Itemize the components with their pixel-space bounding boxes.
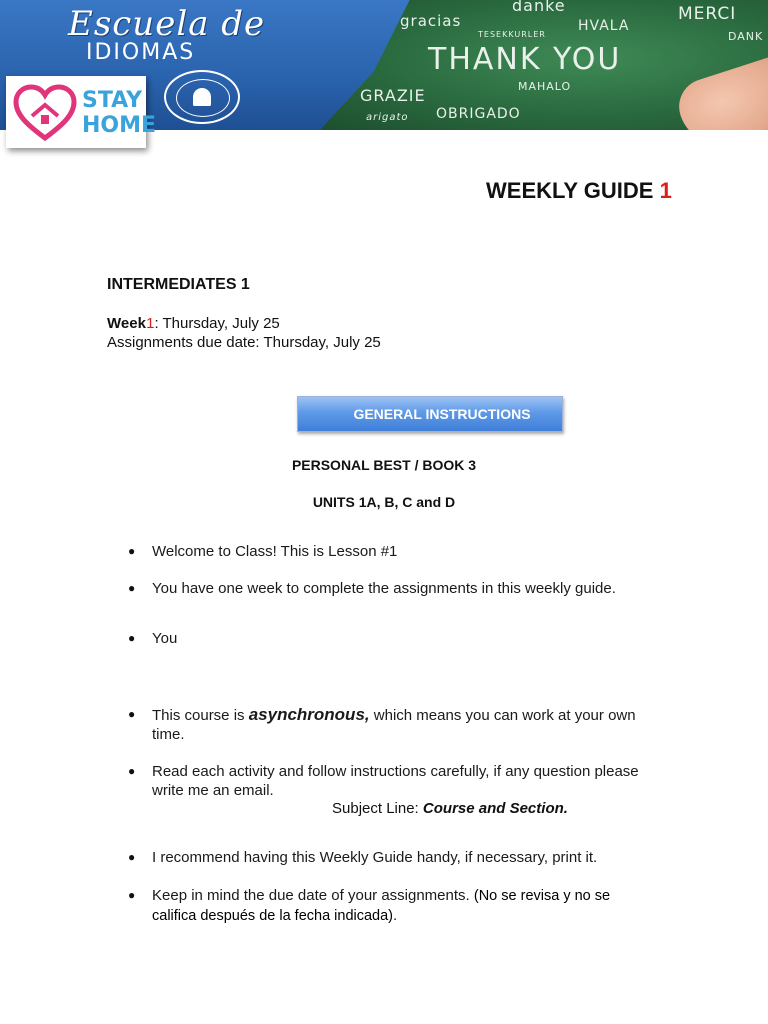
general-instructions-button[interactable] [297, 396, 563, 432]
subject-line [332, 800, 568, 817]
board-word: MERCI [678, 4, 737, 24]
bullet-text: Welcome to Class! This is Lesson #1 [152, 543, 398, 560]
week-date: : Thursday, July 25 [154, 315, 280, 332]
bullet-text: You [152, 630, 178, 647]
board-word: gracias [400, 12, 462, 30]
bullet-text: I recommend having this Weekly Guide handy, if necessary, print it. [152, 849, 598, 866]
weekly-guide-label: WEEKLY GUIDE [486, 178, 654, 203]
course-title: INTERMEDIATES 1 [107, 276, 250, 293]
general-instructions-label: GENERAL INSTRUCTIONS [353, 406, 531, 422]
board-word: OBRIGADO [436, 106, 521, 122]
list-item [152, 886, 647, 926]
subject-value: Course and Section. [422, 800, 568, 817]
list-item [152, 705, 647, 744]
list-item [152, 579, 647, 598]
bullet-text: Read each activity and follow instructions carefully, if any question please write me an email. [152, 763, 639, 799]
university-seal-icon [164, 70, 240, 124]
board-word: GRAZIE [360, 86, 426, 105]
bullet-text: This course is [152, 707, 249, 724]
week-line [107, 315, 280, 332]
book-heading [0, 457, 768, 473]
stay-home-logo [6, 76, 157, 148]
bullet-spanish-note: (No se revisa y no se califica después de la fecha indicada) [152, 888, 611, 924]
week-label: Week [107, 315, 146, 332]
units-heading [0, 494, 768, 510]
school-title: Escuela de [68, 4, 266, 44]
stay-home-line2: HOME [82, 113, 157, 138]
book-title: PERSONAL BEST / BOOK 3 [291, 457, 477, 473]
list-item [152, 848, 647, 867]
page-title [486, 178, 672, 204]
school-subtitle: IDIOMAS [86, 40, 196, 65]
subject-label: Subject Line: [332, 800, 423, 817]
board-word: TESEKKURLER [478, 30, 546, 39]
weekly-guide-number: 1 [659, 178, 672, 203]
board-word: THANK YOU [428, 42, 622, 77]
bullet-text: . [393, 907, 398, 924]
board-word: MAHALO [518, 80, 572, 93]
list-item [152, 762, 647, 800]
bullet-emphasis: asynchronous, [248, 705, 370, 724]
units-title: UNITS 1A, B, C and D [312, 494, 456, 510]
list-item [152, 542, 647, 561]
week-number: 1 [146, 315, 155, 332]
heart-house-icon [12, 84, 78, 142]
board-word: danke [512, 0, 566, 15]
board-word: DANK [728, 30, 764, 43]
due-date-line: Assignments due date: Thursday, July 25 [107, 334, 381, 351]
bullet-text: which means you can work at your own time. [152, 707, 636, 743]
board-word: arigato [366, 112, 409, 123]
bullet-text: You have one week to complete the assignments in this weekly guide. [152, 580, 616, 597]
board-word: HVALA [578, 18, 630, 34]
list-item [152, 629, 647, 648]
stay-home-line1: STAY [82, 88, 142, 113]
bullet-text: Keep in mind the due date of your assignments. [152, 887, 474, 904]
